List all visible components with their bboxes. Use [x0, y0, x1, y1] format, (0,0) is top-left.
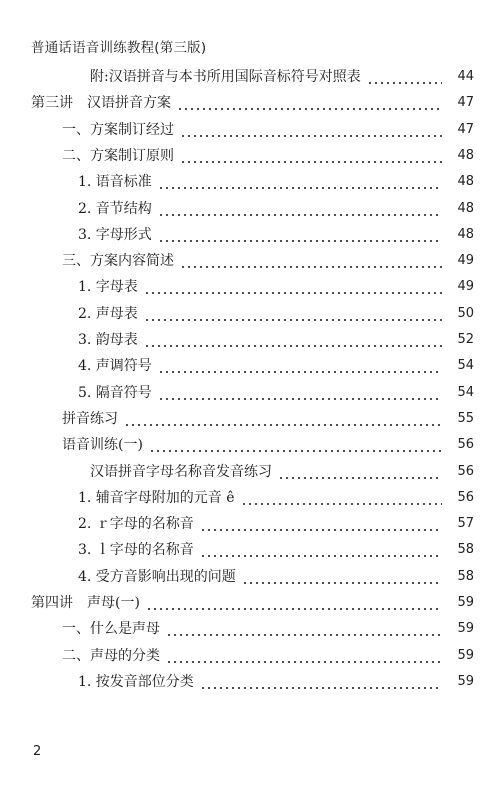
toc-entry-page: 55: [457, 410, 474, 426]
toc-entry-page: 49: [457, 279, 474, 295]
toc-entry-title: 第三讲 汉语拼音方案: [31, 95, 171, 112]
toc-entry-leader-dots: [144, 278, 442, 296]
running-header: 普通话语音训练教程(第三版): [31, 40, 207, 56]
toc-entry: [0, 303, 500, 323]
toc-entry: [0, 276, 500, 296]
toc-entry: [0, 171, 500, 191]
toc-entry-title: 2. ｒ字母的名称音: [78, 516, 194, 533]
toc-entry-title: 3. 字母形式: [78, 226, 152, 243]
toc-entry-leader-dots: [180, 121, 442, 139]
toc-entry-leader-dots: [146, 594, 442, 612]
toc-entry-leader-dots: [242, 568, 442, 586]
toc-entry-leader-dots: [200, 541, 442, 559]
toc-entry-leader-dots: [200, 515, 442, 533]
toc-entry: [0, 250, 500, 270]
toc-entry-title: 3. 韵母表: [78, 332, 138, 348]
toc-entry-title: 4. 声调符号: [78, 358, 152, 375]
toc-entry-page: 56: [457, 489, 474, 505]
toc-entry: [0, 408, 500, 428]
toc-entry-title: 第四讲 声母(一): [31, 595, 140, 611]
toc-entry-leader-dots: [177, 94, 442, 112]
toc-entry: [0, 92, 500, 112]
toc-entry-leader-dots: [241, 489, 442, 507]
toc-entry: [0, 329, 500, 349]
toc-entry-page: 48: [457, 226, 474, 242]
toc-entry: [0, 461, 500, 481]
toc-entry-page: 56: [457, 463, 474, 479]
toc-entry: [0, 198, 500, 218]
toc-entry-leader-dots: [180, 252, 442, 270]
toc-entry: [0, 145, 500, 165]
toc-entry: [0, 645, 500, 665]
toc-entry-page: 47: [457, 121, 474, 137]
toc-entry-page: 48: [457, 200, 474, 216]
toc-entry-leader-dots: [158, 357, 442, 375]
toc-entry-leader-dots: [200, 673, 442, 691]
toc-entry-title: 5. 隔音符号: [78, 384, 152, 401]
toc-entry-page: 58: [457, 568, 474, 584]
toc-entry-title: 附:汉语拼音与本书所用国际音标符号对照表: [90, 69, 361, 85]
toc-entry: [0, 671, 500, 691]
toc-entry: [0, 618, 500, 638]
toc-entry-title: 三、方案内容简述: [62, 253, 174, 270]
toc-entry-leader-dots: [158, 384, 442, 402]
toc-entry-page: 59: [457, 647, 474, 663]
toc-entry-title: 语音训练(一): [62, 437, 143, 454]
toc-entry-leader-dots: [180, 147, 442, 165]
toc-entry-title: 一、方案制订经过: [62, 121, 174, 138]
toc-entry: [0, 566, 500, 586]
toc-entry: [0, 513, 500, 533]
toc-entry-page: 59: [457, 595, 474, 610]
toc-entry-title: 汉语拼音字母名称音发音练习: [90, 463, 272, 480]
toc-entry-page: 59: [457, 673, 474, 689]
toc-entry: [0, 487, 500, 507]
toc-entry-title: 二、方案制订原则: [62, 147, 174, 164]
toc-entry-title: 1. 字母表: [78, 279, 138, 296]
toc-entry-page: 52: [457, 332, 474, 347]
toc-entry-title: 2. 声母表: [78, 305, 138, 322]
page-number: 2: [33, 744, 42, 759]
toc-entry-title: 1. 辅音字母附加的元音 ê: [78, 489, 235, 506]
toc-entry-page: 48: [457, 147, 474, 163]
toc-entry-leader-dots: [158, 173, 442, 191]
toc-entry-leader-dots: [149, 436, 442, 454]
toc-entry-leader-dots: [144, 305, 442, 323]
toc-entry-title: 一、什么是声母: [62, 621, 160, 638]
toc-entry: [0, 66, 500, 86]
toc-entry-page: 57: [457, 516, 474, 532]
toc-entry-title: 3. ｌ字母的名称音: [78, 542, 194, 559]
toc-entry-page: 47: [457, 95, 474, 111]
toc-entry-title: 二、声母的分类: [62, 647, 160, 664]
toc-entry-title: 1. 语音标准: [78, 174, 152, 191]
toc-entry-page: 50: [457, 305, 474, 321]
toc-entry-page: 49: [457, 253, 474, 269]
toc-entry-title: 拼音练习: [62, 410, 118, 427]
toc-entry: [0, 434, 500, 454]
toc-entry-page: 59: [457, 621, 474, 637]
toc-entry-page: 56: [457, 437, 474, 453]
toc-entry-page: 58: [457, 542, 474, 558]
toc-entry-leader-dots: [158, 200, 442, 218]
toc-entry-title: 4. 受方音影响出现的问题: [78, 568, 236, 585]
toc-entry-leader-dots: [278, 463, 442, 481]
toc-entry-title: 2. 音节结构: [78, 200, 152, 217]
toc-entry-leader-dots: [144, 331, 442, 349]
toc-entry-page: 44: [457, 69, 474, 84]
toc-entry: [0, 539, 500, 559]
toc-entry-page: 48: [457, 174, 474, 190]
toc-entry: [0, 592, 500, 612]
toc-entry-leader-dots: [158, 226, 442, 244]
toc-entry-leader-dots: [124, 410, 442, 428]
toc-entry: [0, 224, 500, 244]
toc-entry: [0, 382, 500, 402]
toc-entry: [0, 355, 500, 375]
toc-entry-page: 54: [457, 384, 474, 400]
toc-entry-leader-dots: [367, 68, 442, 86]
toc-entry-leader-dots: [166, 647, 442, 665]
toc-entry-page: 54: [457, 358, 474, 374]
toc-entry: [0, 119, 500, 139]
toc-entry-leader-dots: [166, 620, 442, 638]
toc-entry-title: 1. 按发音部位分类: [78, 673, 194, 690]
